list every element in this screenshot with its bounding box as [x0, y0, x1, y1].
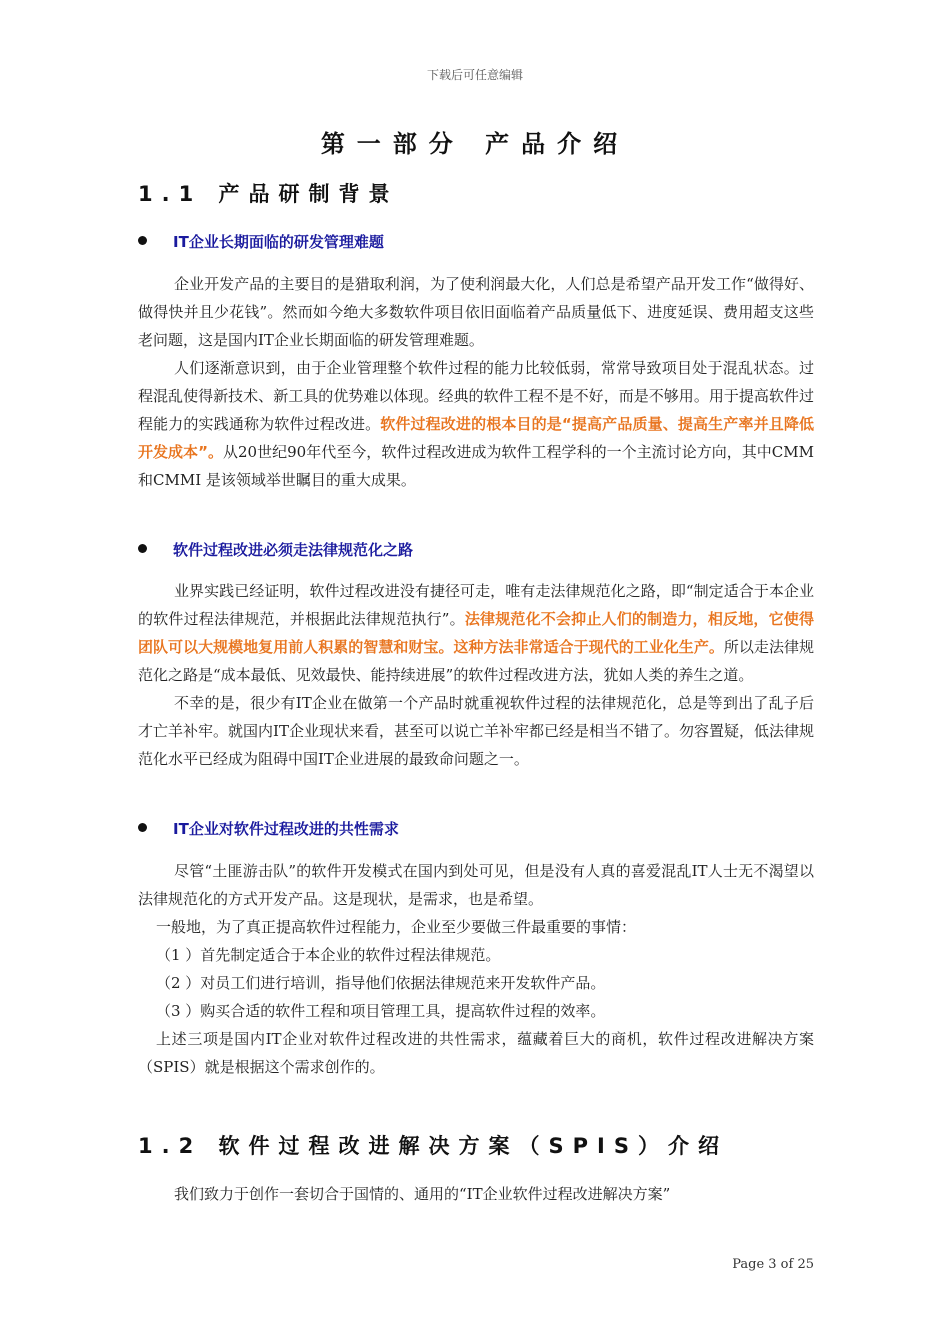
highlight-text: 软件过程改进的根本目的是“提高产品质量、提高生产率并且降低开发成本”。: [138, 415, 814, 461]
paragraph: [138, 577, 814, 689]
paragraph: 尽管“土匪游击队”的软件开发模式在国内到处可见，但是没有人真的喜爱混乱IT人士无不渴望以法律规范化的方式开发产品。这是现状，是需求，也是希望。: [138, 862, 814, 908]
list-item: （3 ）购买合适的软件工程和项目管理工具，提高软件过程的效率。: [156, 1002, 606, 1020]
bullet-title: IT企业长期面临的研发管理难题: [173, 233, 384, 251]
bullet-heading-common-needs: [138, 818, 399, 839]
paragraph-text: 业界实践已经证明，软件过程改进没有捷径可走，唯有走法律规范化之路，即“制定适合于本企业的软件过程法律规范，并根据此法律规范执行”。: [138, 582, 814, 628]
section-heading-1-1: 1.1 产品研制背景: [138, 182, 399, 206]
part-title: 第一部分 产品介绍: [320, 130, 630, 158]
bullet-dot-icon: [138, 236, 147, 245]
paragraph-text: 所以走法律规范化之路是“成本最低、见效最快、能持续进展”的软件过程改进方法，犹如人类的养生之道。: [138, 638, 814, 684]
bullet-dot-icon: [138, 544, 147, 553]
bullet2-body: [138, 577, 814, 773]
paragraph: 不幸的是，很少有IT企业在做第一个产品时就重视软件过程的法律规范化，总是等到出了乱子后才亡羊补牢。就国内IT企业现状来看，甚至可以说亡羊补牢都已经是相当不错了。勿容置疑，低法律规范化水平已经成为阻碍中国IT企业进展的最致命问题之一。: [138, 694, 814, 768]
paragraph: 我们致力于创作一套切合于国情的、通用的“IT企业软件过程改进解决方案”: [174, 1185, 671, 1203]
list-item: （2 ）对员工们进行培训，指导他们依据法律规范来开发软件产品。: [156, 974, 606, 992]
bullet1-body: [138, 270, 814, 494]
paragraph: [138, 354, 814, 494]
bullet3-body: [138, 857, 814, 1081]
bullet-heading-rd-management: [138, 231, 384, 252]
bullet-title: 软件过程改进必须走法律规范化之路: [173, 541, 414, 559]
list-item: （1 ）首先制定适合于本企业的软件过程法律规范。: [156, 946, 501, 964]
page-number: Page 3 of 25: [732, 1257, 814, 1272]
page-header: 下载后可任意编辑: [426, 68, 523, 82]
paragraph-text: 人们逐渐意识到，由于企业管理整个软件过程的能力比较低弱，常常导致项目处于混乱状态。过程混乱使得新技术、新工具的优势难以体现。经典的软件工程不是不好，而是不够用。用于提高软件过程能力的实践通称为软件过程改进。: [138, 359, 814, 433]
highlight-text: 法律规范化不会抑止人们的制造力，相反地，它使得团队可以大规模地复用前人积累的智慧和财宝。这种方法非常适合于现代的工业化生产。: [138, 610, 814, 656]
section2-body: [138, 1180, 814, 1208]
section-heading-1-2: 1.2 软件过程改进解决方案（SPIS）介绍: [138, 1134, 728, 1158]
paragraph: 上述三项是国内IT企业对软件过程改进的共性需求，蕴藏着巨大的商机，软件过程改进解决方案（SPIS）就是根据这个需求创作的。: [138, 1030, 814, 1076]
paragraph: 企业开发产品的主要目的是猎取利润，为了使利润最大化，人们总是希望产品开发工作“做得好、做得快并且少花钱”。然而如今绝大多数软件项目依旧面临着产品质量低下、进度延误、费用超支这些老问题，这是国内IT企业长期面临的研发管理难题。: [138, 275, 814, 349]
paragraph-text: 从20世纪90年代至今，软件过程改进成为软件工程学科的一个主流讨论方向，其中CMM 和CMMI 是该领域举世瞩目的重大成果。: [138, 443, 814, 489]
paragraph: 一般地，为了真正提高软件过程能力，企业至少要做三件最重要的事情：: [156, 918, 637, 936]
bullet-title: IT企业对软件过程改进的共性需求: [173, 820, 399, 838]
bullet-dot-icon: [138, 823, 147, 832]
bullet-heading-standardization: [138, 539, 413, 560]
